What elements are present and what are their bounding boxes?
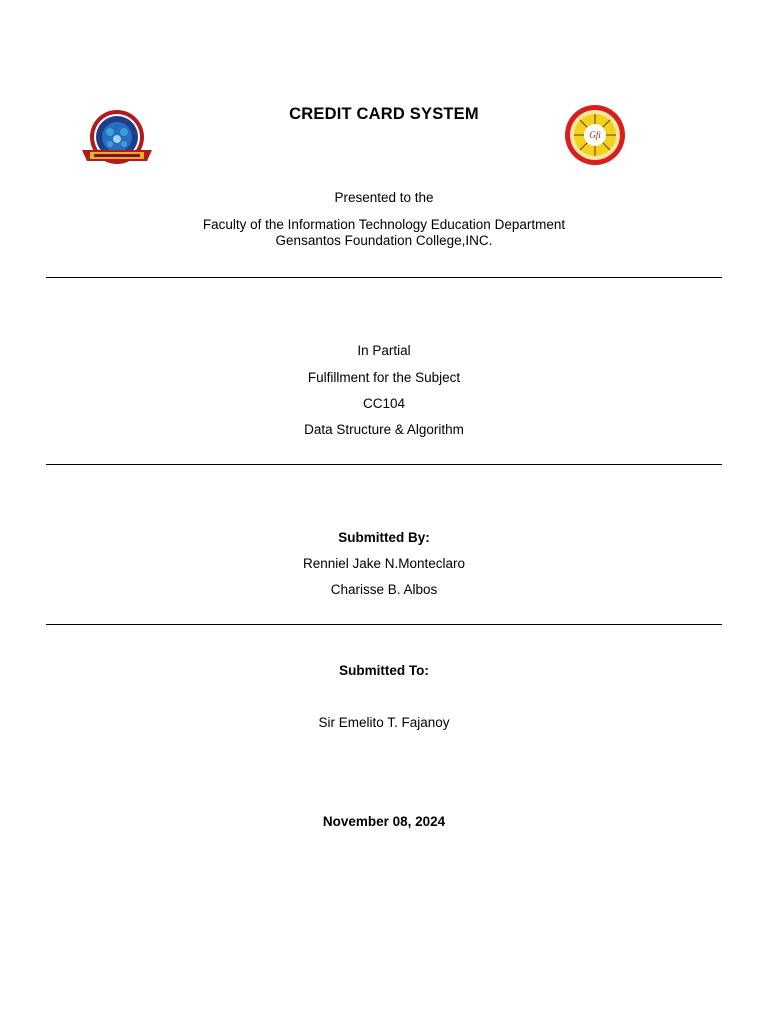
faculty-line-2: Gensantos Foundation College,INC. — [275, 233, 493, 248]
document-title: CREDIT CARD SYSTEM — [289, 105, 479, 123]
subject-name: Data Structure & Algorithm — [304, 422, 464, 437]
submitter-name: Renniel Jake N.Monteclaro — [302, 556, 466, 571]
partial-text: In Partial — [357, 343, 411, 358]
presented-to-text: Presented to the — [334, 190, 434, 205]
svg-text:Gfi: Gfi — [589, 130, 601, 140]
submitted-to-label: Submitted To: — [339, 663, 429, 678]
fulfillment-text: Fulfillment for the Subject — [307, 370, 461, 385]
instructor-name: Sir Emelito T. Fajanoy — [318, 715, 450, 730]
submitted-by-label: Submitted By: — [338, 530, 430, 545]
faculty-line-1: Faculty of the Information Technology Education Department — [202, 217, 566, 232]
subject-code: CC104 — [362, 396, 406, 411]
submission-date: November 08, 2024 — [322, 814, 446, 829]
submitter-name: Charisse B. Albos — [330, 582, 438, 597]
divider-2 — [46, 464, 722, 465]
divider-1 — [46, 277, 722, 278]
divider-3 — [46, 624, 722, 625]
